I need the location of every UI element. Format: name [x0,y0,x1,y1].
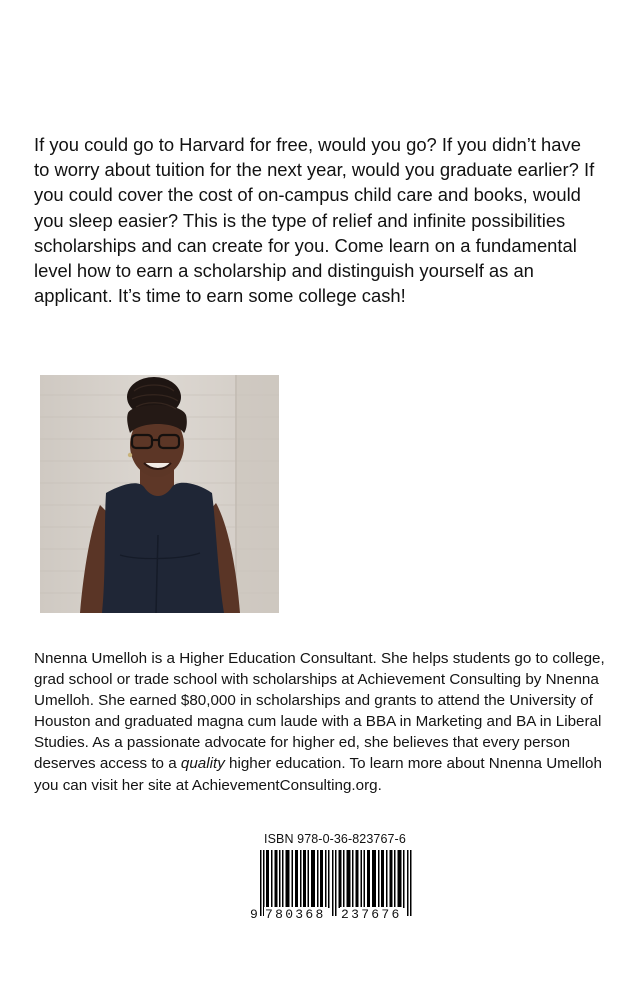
isbn-label: ISBN 978-0-36-823767-6 [264,832,406,846]
isbn-barcode [250,832,422,924]
author-bio-text-2: higher education. To learn more about Nnenna Umelloh you can visit her site at AchievementConsulting.org. [34,755,602,794]
cover-blurb: If you could go to Harvard for free, would you go? If you didn’t have to worry about tuition for the next year, would you graduate earlier? If you could cover the cost of on-campus child care and books, would you sleep easier? This is the type of relief and infinite possibilities scholarships and can create for you. Come learn on a fundamental level how to earn a scholarship and distinguish yourself as an applicant. It’s time to earn some college cash! [34,134,595,307]
author-portrait-image [40,375,279,613]
barcode-digit-group-left: 780368 [265,907,326,922]
author-bio-emphasis: quality [180,755,225,773]
barcode-digit-first: 9 [250,907,258,922]
author-bio-text-1: Nnenna Umelloh is a Higher Education Consultant. She helps students go to college, grad school or trade school with scholarships at Achievement Consulting by Nnenna Umelloh. She earned $80,000 in scholarships and grants to attend the University of Houston and graduated magna cum laude with a BBA in Marketing and BA in Liberal Studies. As a passionate advocate for higher ed, she believes that every person deserves access to a [34,650,605,773]
author-photo [40,375,279,613]
barcode-digit-group-right: 237676 [341,907,402,922]
author-bio [34,648,614,796]
